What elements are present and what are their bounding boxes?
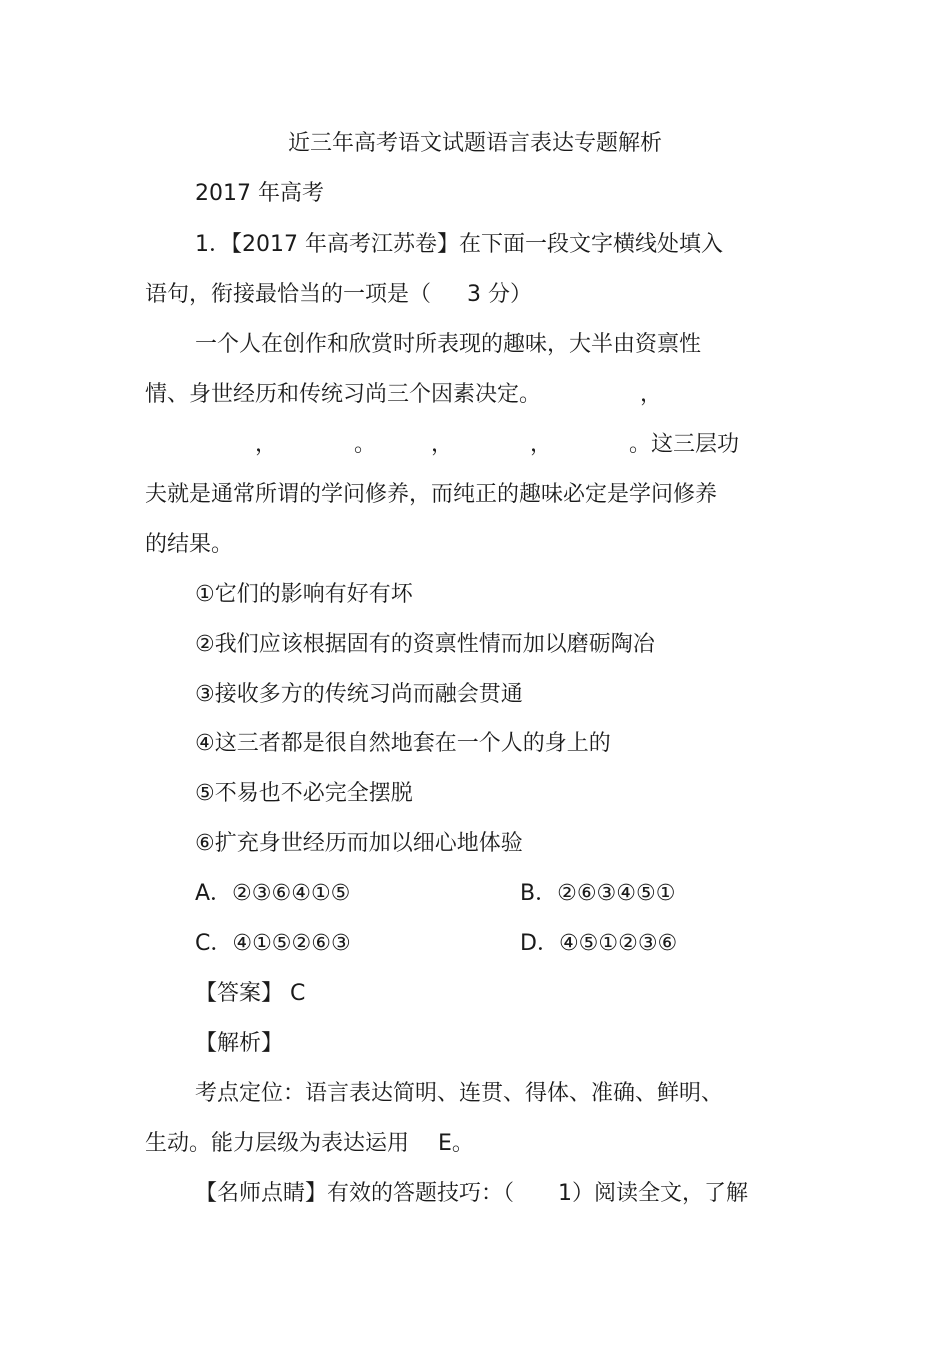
passage-line-2: 情、身世经历和传统习尚三个因素决定。 ，	[145, 382, 663, 407]
list-item: ①它们的影响有好有坏	[195, 582, 413, 607]
analysis-line-2: 生动。能力层级为表达运用 E。	[145, 1131, 474, 1156]
document-title: 近三年高考语文试题语言表达专题解析	[287, 131, 662, 156]
list-item: ②我们应该根据固有的资禀性情而加以磨砺陶冶	[195, 632, 655, 657]
analysis-line-1: 考点定位：语言表达简明、连贯、得体、准确、鲜明、	[195, 1081, 724, 1106]
list-item: ⑥扩充身世经历而加以细心地体验	[195, 831, 523, 856]
passage-line-4: 夫就是通常所谓的学问修养，而纯正的趣味必定是学问修养	[145, 482, 718, 507]
option-b: B．②⑥③④⑤①	[520, 881, 676, 906]
list-item: ③接收多方的传统习尚而融会贯通	[195, 682, 523, 707]
tips-line: 【名师点睛】有效的答题技巧：（ 1）阅读全文，了解	[195, 1181, 748, 1206]
passage-line-1: 一个人在创作和欣赏时所表现的趣味，大半由资禀性	[195, 332, 702, 357]
analysis-label: 【解析】	[195, 1031, 284, 1056]
option-d: D．④⑤①②③⑥	[520, 931, 678, 956]
option-c: C．④①⑤②⑥③	[195, 931, 351, 956]
answer-line: 【答案】 C	[195, 981, 306, 1006]
year-heading: 2017 年高考	[195, 181, 324, 206]
list-item: ④这三者都是很自然地套在一个人的身上的	[195, 731, 611, 756]
question-line-1: 1．【2017 年高考江苏卷】在下面一段文字横线处填入	[195, 232, 723, 257]
passage-line-5: 的结果。	[145, 532, 234, 557]
list-item: ⑤不易也不必完全摆脱	[195, 781, 413, 806]
passage-line-3: ， 。 ， ， 。这三层功	[145, 432, 740, 457]
option-a: A．②③⑥④①⑤	[195, 881, 351, 906]
question-line-2: 语句，衔接最恰当的一项是（ 3 分）	[145, 282, 532, 307]
